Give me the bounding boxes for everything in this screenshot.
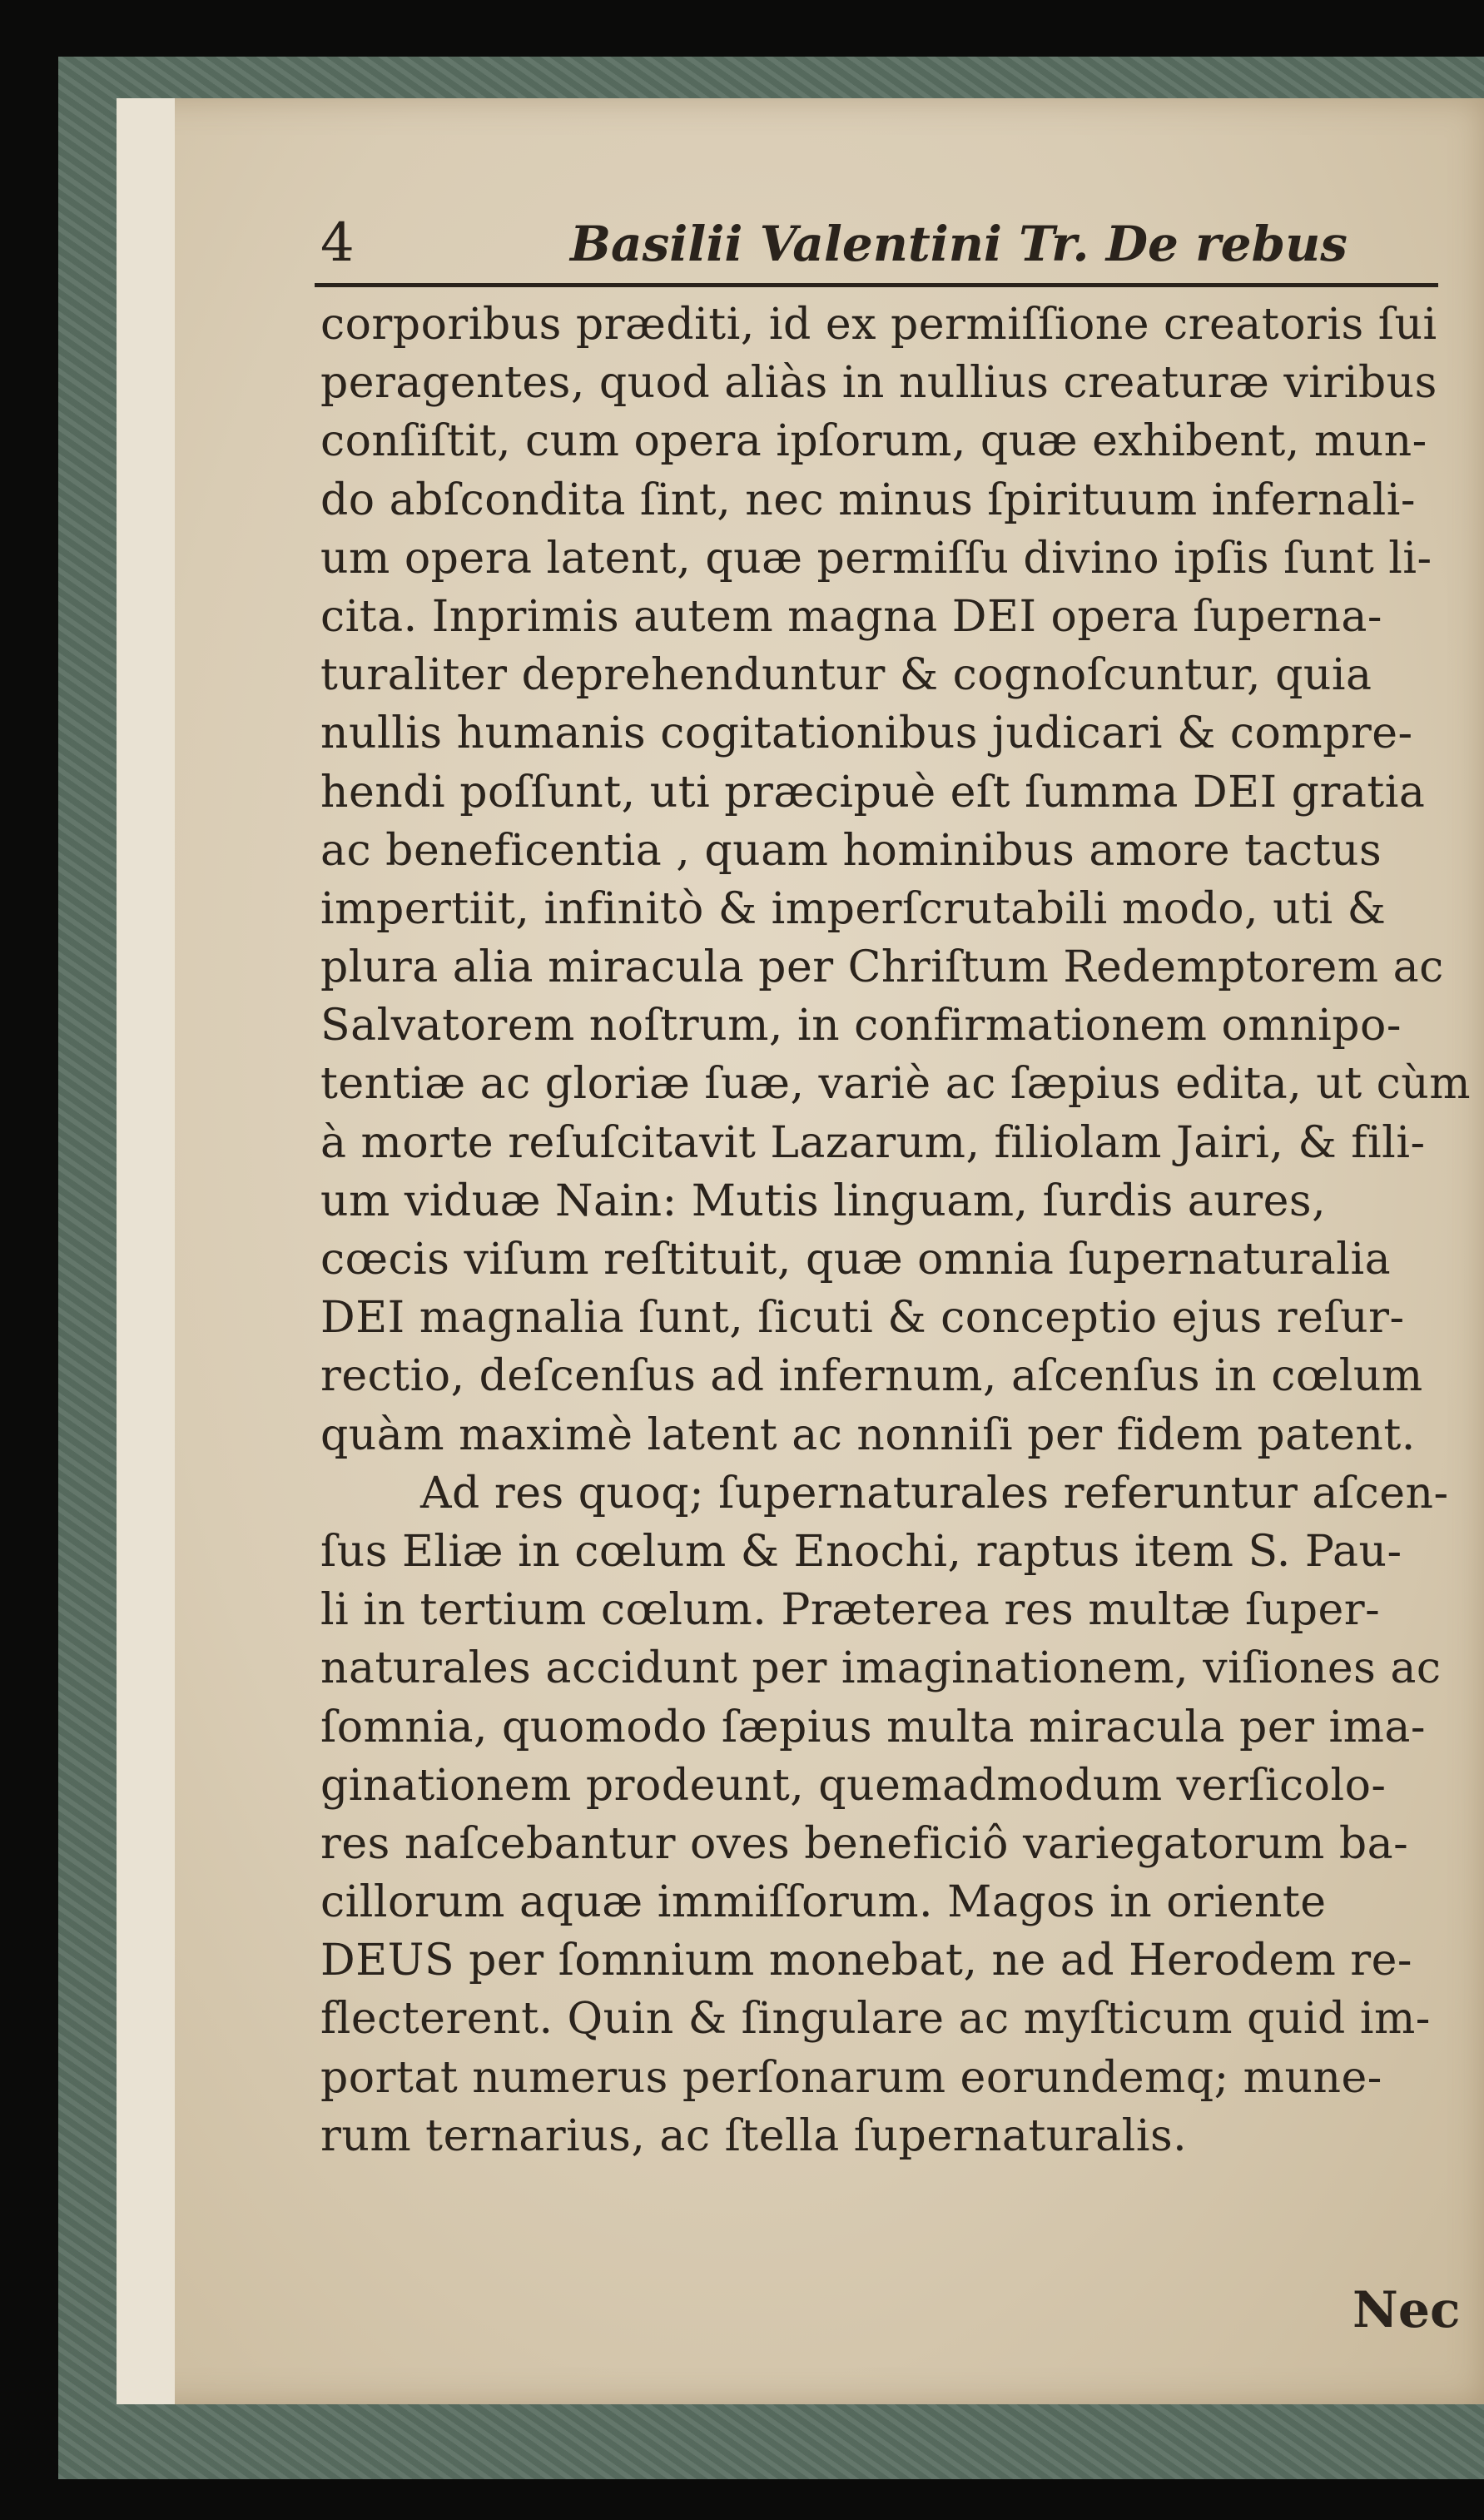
text-line: quàm maximè latent ac nonniſi per fidem patent. — [320, 1409, 1416, 1460]
text-line: DEI magnalia ſunt, ſicuti & conceptio ejus reſur- — [320, 1293, 1405, 1344]
text-line: naturales accidunt per imaginationem, viſiones ac — [320, 1643, 1442, 1694]
text-line: um opera latent, quæ permiſſu divino ipſis ſunt li- — [320, 533, 1432, 584]
text-line: DEUS per ſomnium monebat, ne ad Herodem re- — [320, 1936, 1413, 1986]
text-line: cita. Inprimis autem magna DEI opera ſuperna- — [320, 591, 1382, 642]
text-line: portat numerus perſonarum eorundemq; mune- — [320, 2052, 1382, 2103]
running-head-title: Basilii Valentini Tr. De rebus — [570, 216, 1348, 272]
text-line: cœcis viſum reſtituit, quæ omnia ſupernaturalia — [320, 1235, 1392, 1285]
text-line: Salvatorem noſtrum, in confirmationem omnipo- — [320, 1001, 1402, 1051]
page-number: 4 — [320, 212, 355, 274]
text-line: à morte reſuſcitavit Lazarum, filiolam Jairi, & fili- — [320, 1117, 1426, 1168]
text-line: corporibus præditi, id ex permiſſione creatoris ſui — [320, 300, 1437, 350]
page-gutter — [117, 98, 175, 2404]
text-line: ſus Eliæ in cœlum & Enochi, raptus item S. Pau- — [320, 1526, 1402, 1577]
body-text — [320, 296, 1477, 2165]
text-line: cillorum aquæ immiſſorum. Magos in oriente — [320, 1877, 1327, 1928]
text-line: flecterent. Quin & ſingulare ac myſticum quid im- — [320, 1994, 1431, 2045]
text-line: um viduæ Nain: Mutis linguam, ſurdis aures, — [320, 1176, 1327, 1226]
text-line: peragentes, quod aliàs in nullius creaturæ viribus — [320, 358, 1437, 409]
text-line: hendi poſſunt, uti præcipuè eſt ſumma DEI gratia — [320, 767, 1426, 818]
text-line: ginationem prodeunt, quemadmodum verſicolo- — [320, 1760, 1387, 1811]
text-line: nullis humanis cogitationibus judicari & compre- — [320, 708, 1413, 759]
running-header — [320, 212, 1436, 279]
text-line: Ad res quoq; ſupernaturales referuntur aſcen- — [420, 1468, 1449, 1518]
text-line: impertiit, infinitò & imperſcrutabili modo, uti & — [320, 883, 1387, 934]
text-line: conſiſtit, cum opera ipſorum, quæ exhibent, mun- — [320, 416, 1427, 467]
text-line: ac beneficentia , quam hominibus amore tactus — [320, 825, 1382, 876]
text-line: res naſcebantur oves beneficiô variegatorum ba- — [320, 1818, 1409, 1869]
text-line: turaliter deprehenduntur & cognoſcuntur, quia — [320, 650, 1372, 701]
header-rule — [315, 283, 1438, 287]
text-line: rum ternarius, ac ſtella ſupernaturalis. — [320, 2110, 1188, 2161]
catchword: Nec — [1352, 2281, 1461, 2339]
text-line: ſomnia, quomodo ſæpius multa miracula per ima- — [320, 1702, 1427, 1752]
text-line: li in tertium cœlum. Præterea res multæ ſuper- — [320, 1585, 1381, 1636]
text-line: rectio, deſcenſus ad infernum, aſcenſus in cœlum — [320, 1351, 1423, 1402]
text-line: plura alia miracula per Chriſtum Redemptorem ac — [320, 942, 1444, 993]
text-line: tentiæ ac gloriæ ſuæ, variè ac ſæpius edita, ut cùm — [320, 1059, 1472, 1110]
text-line: do abſcondita ſint, nec minus ſpirituum infernali- — [320, 475, 1416, 525]
